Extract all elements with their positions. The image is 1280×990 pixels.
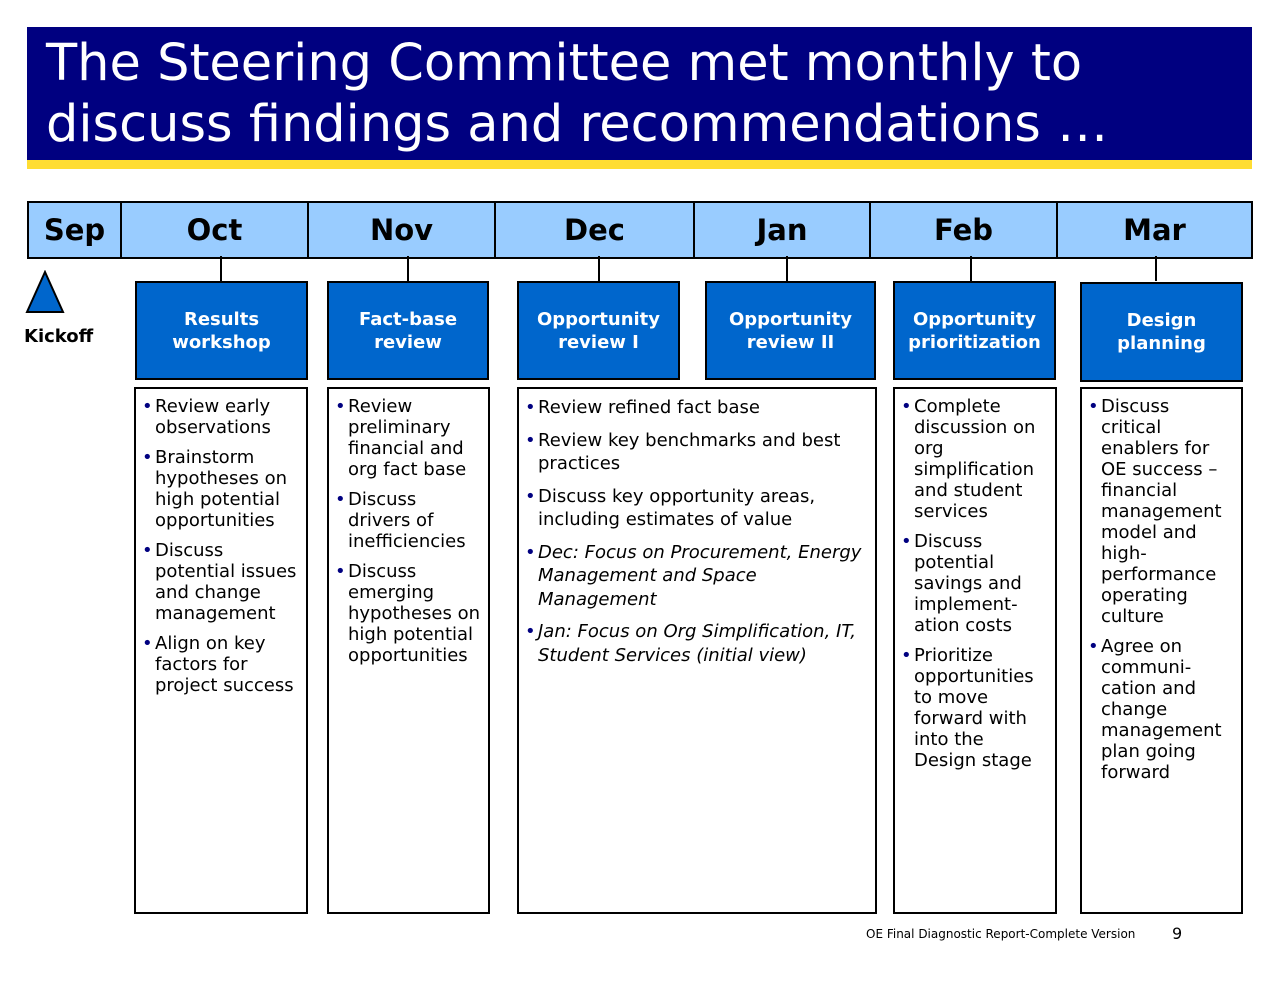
list-item: • Discuss potential issues and change management: [142, 540, 300, 624]
list-item: • Review early observations: [142, 396, 300, 438]
month-mar: Mar: [1123, 213, 1186, 247]
connector-line: [1155, 256, 1157, 281]
list-item: • Discuss key opportunity areas, including estimates of value: [525, 485, 869, 532]
month-jan: Jan: [695, 203, 871, 257]
details-design-planning: [1080, 387, 1243, 914]
title-accent-rule: [27, 160, 1252, 169]
list-item: • Complete discussion on org simplification and student services: [901, 396, 1049, 522]
month-oct: Oct: [122, 203, 309, 257]
list-item: • Discuss drivers of inefficiencies: [335, 489, 482, 552]
connector-line: [220, 256, 222, 281]
month-nov: Nov: [309, 203, 496, 257]
list-item: • Discuss critical enablers for OE success – financial management model and high-performance operating culture: [1088, 396, 1235, 627]
month-dec: Dec: [496, 203, 695, 257]
connector-line: [407, 256, 409, 281]
footer-text: OE Final Diagnostic Report-Complete Version: [866, 927, 1136, 941]
list-item: • Prioritize opportunities to move forward with into the Design stage: [901, 645, 1049, 771]
list-item: • Agree on communi-cation and change management plan going forward: [1088, 636, 1235, 783]
step-opportunity-review-2: Opportunity review II: [705, 281, 876, 380]
list-item: • Review refined fact base: [525, 396, 869, 420]
list-item: • Discuss potential savings and implement-ation costs: [901, 531, 1049, 636]
month-timeline: [27, 201, 1253, 259]
page-title: The Steering Committee met monthly to discuss findings and recommendations …: [46, 34, 1109, 154]
list-item: • Jan: Focus on Org Simplification, IT, Student Services (initial view): [525, 620, 869, 667]
month-sep: Sep: [29, 203, 122, 257]
triangle-icon: [24, 270, 66, 314]
details-fact-base-review: [327, 387, 490, 914]
list-item: • Align on key factors for project success: [142, 633, 300, 696]
month-feb: Feb: [871, 203, 1058, 257]
details-results-workshop: [134, 387, 308, 914]
details-opportunity-reviews: [517, 387, 877, 914]
list-item: • Brainstorm hypotheses on high potential opportunities: [142, 447, 300, 531]
connector-line: [598, 256, 600, 281]
step-fact-base-review: Fact-base review: [327, 281, 489, 380]
step-results-workshop: Results workshop: [135, 281, 308, 380]
list-item: • Dec: Focus on Procurement, Energy Management and Space Management: [525, 541, 869, 612]
step-design-planning: Design planning: [1080, 282, 1243, 382]
step-opportunity-prioritization: Opportunity prioritization: [893, 281, 1056, 380]
list-item: • Review key benchmarks and best practices: [525, 429, 869, 476]
list-item: • Discuss emerging hypotheses on high potential opportunities: [335, 561, 482, 666]
kickoff-label: Kickoff: [24, 326, 94, 347]
details-opportunity-prioritization: [893, 387, 1057, 914]
list-item: • Review preliminary financial and org fact base: [335, 396, 482, 480]
connector-line: [786, 256, 788, 281]
step-opportunity-review-1: Opportunity review I: [517, 281, 680, 380]
connector-line: [970, 256, 972, 281]
page-number: 9: [1172, 924, 1183, 943]
